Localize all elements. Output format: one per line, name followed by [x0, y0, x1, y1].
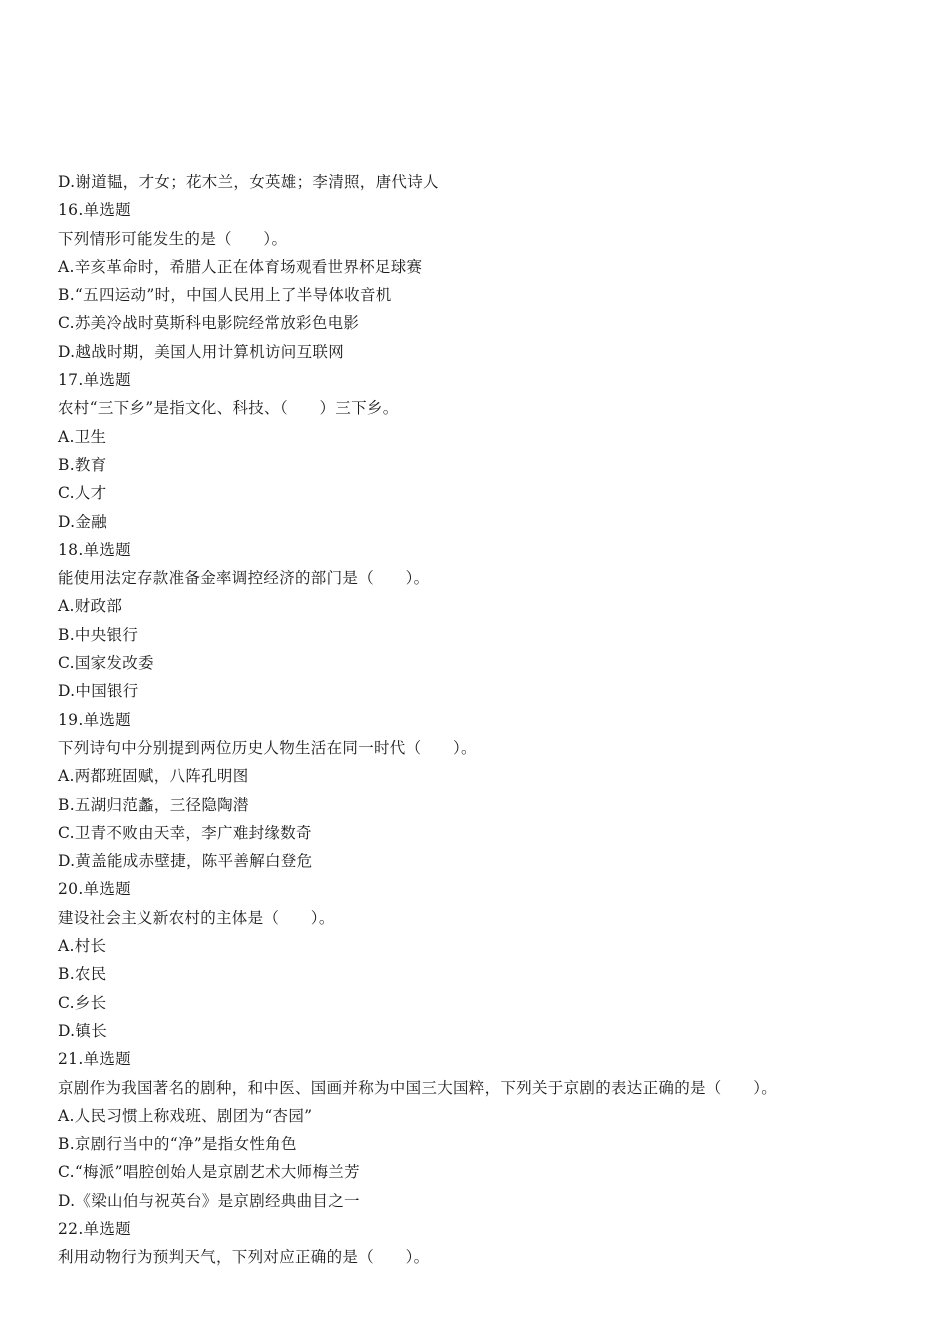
question-stem-16: 下列情形可能发生的是（ ）。 [58, 229, 288, 248]
option-a-q17: A.卫生 [58, 427, 107, 446]
question-header-16: 16.单选题 [58, 201, 131, 220]
document-page [58, 168, 918, 1272]
option-d-q18: D.中国银行 [58, 682, 139, 701]
option-a-q16: A.辛亥革命时，希腊人正在体育场观看世界杯足球赛 [58, 257, 423, 276]
question-header-20: 20.单选题 [58, 880, 131, 899]
question-header-17: 17.单选题 [58, 371, 131, 390]
option-d-q16: D.越战时期，美国人用计算机访问互联网 [58, 342, 345, 361]
option-d-q15: D.谢道韫，才女；花木兰，女英雄；李清照，唐代诗人 [58, 173, 439, 191]
option-c-q21: C.“梅派”唱腔创始人是京剧艺术大师梅兰芳 [58, 1163, 360, 1182]
option-d-q20: D.镇长 [58, 1021, 108, 1040]
option-c-q20: C.乡长 [58, 993, 107, 1012]
option-a-q19: A.两都班固赋，八阵孔明图 [58, 767, 249, 786]
option-c-q16: C.苏美冷战时莫斯科电影院经常放彩色电影 [58, 314, 360, 333]
option-d-q17: D.金融 [58, 512, 108, 531]
option-b-q16: B.“五四运动”时，中国人民用上了半导体收音机 [58, 286, 392, 305]
option-b-q20: B.农民 [58, 965, 107, 984]
question-header-22: 22.单选题 [58, 1219, 131, 1238]
question-stem-20: 建设社会主义新农村的主体是（ ）。 [58, 908, 335, 927]
option-b-q19: B.五湖归范蠡，三径隐陶潜 [58, 795, 249, 814]
question-header-18: 18.单选题 [58, 540, 131, 559]
option-a-q20: A.村长 [58, 937, 107, 956]
question-stem-18: 能使用法定存款准备金率调控经济的部门是（ ）。 [58, 569, 430, 588]
question-stem-17: 农村“三下乡”是指文化、科技、（ ）三下乡。 [58, 399, 399, 418]
option-b-q18: B.中央银行 [58, 625, 139, 644]
question-stem-21: 京剧作为我国著名的剧种，和中医、国画并称为中国三大国粹，下列关于京剧的表达正确的是（ ）。 [58, 1078, 778, 1097]
option-b-q21: B.京剧行当中的“净”是指女性角色 [58, 1135, 297, 1154]
option-b-q17: B.教育 [58, 455, 107, 474]
question-header-19: 19.单选题 [58, 710, 131, 729]
option-d-q21: D.《梁山伯与祝英台》是京剧经典曲目之一 [58, 1191, 360, 1210]
option-a-q21: A.人民习惯上称戏班、剧团为“杏园” [58, 1106, 313, 1125]
option-c-q18: C.国家发改委 [58, 654, 154, 673]
option-c-q17: C.人才 [58, 484, 107, 503]
option-c-q19: C.卫青不败由天幸，李广难封缘数奇 [58, 823, 312, 842]
option-a-q18: A.财政部 [58, 597, 123, 616]
question-stem-22: 利用动物行为预判天气，下列对应正确的是（ ）。 [58, 1248, 430, 1267]
question-stem-19: 下列诗句中分别提到两位历史人物生活在同一时代（ ）。 [58, 738, 477, 757]
question-header-21: 21.单选题 [58, 1050, 131, 1069]
option-d-q19: D.黄盖能成赤壁捷，陈平善解白登危 [58, 852, 313, 871]
